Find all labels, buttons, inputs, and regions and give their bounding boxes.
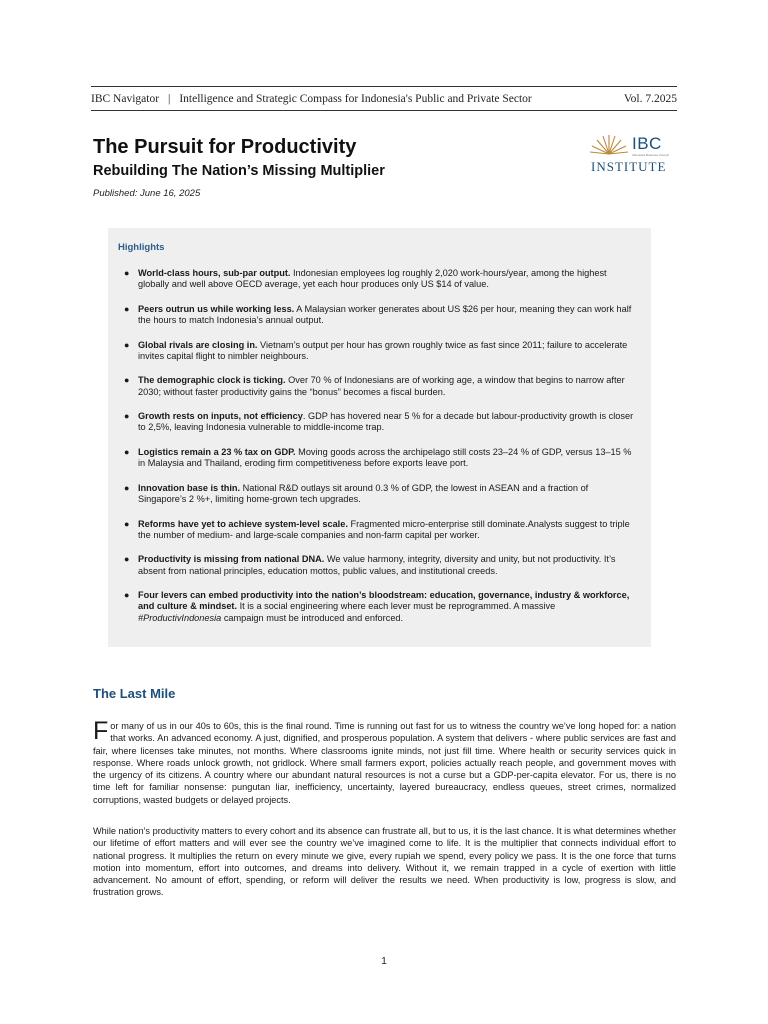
header-rule-top [91, 86, 677, 87]
highlight-lead: World-class hours, sub-par output. [138, 268, 291, 278]
article-title: The Pursuit for Productivity [93, 136, 357, 158]
bullet-icon: ● [124, 375, 130, 386]
highlights-box [108, 228, 651, 647]
highlight-lead: Productivity is missing from national DNA. [138, 554, 325, 565]
highlight-item [124, 518, 638, 541]
highlight-text: National R&D outlays sit around 0.3 % of GDP, the lowest in ASEAN and a fraction of Singapore’s 2 %+, limiting home-grown tech upgrades. [138, 482, 589, 504]
highlight-item [124, 268, 638, 290]
highlight-text: Moving goods across the archipelago still costs 23–24 % of GDP, versus 13–15 % in Malaysia and Thailand, eroding firm competitiveness before exports leave port. [138, 446, 632, 469]
page-number: 1 [381, 956, 387, 967]
bullet-icon: ● [124, 303, 130, 314]
bullet-icon: ● [124, 590, 130, 601]
drop-cap: F [93, 717, 109, 745]
published-date: Published: June 16, 2025 [93, 188, 201, 199]
highlight-item [124, 554, 638, 576]
sunburst-icon [588, 134, 630, 160]
highlight-lead: Innovation base is thin. [138, 482, 241, 493]
header-separator: | [168, 93, 171, 105]
highlight-text: Indonesian employees log roughly 2,020 work-hours/year, among the highest globally and well above OECD average, yet each hour produces only US $14 of value. [138, 268, 607, 290]
bullet-icon: ● [124, 268, 130, 278]
highlight-text: Fragmented micro-enterprise still dominate.Analysts suggest to triple the number of medium- and large-scale companies and non-farm capital per worker. [138, 518, 630, 540]
body-paragraph-1 [93, 717, 676, 806]
body-paragraph-1-text: or many of us in our 40s to 60s, this is the final round. Time is running out fast for us to witness the country we’ve long hoped for: a nation that works. An advanced economy. A just, dignified, and prosperous population. A system that delivers - where public services are fast and fair, where licenses take minutes, not months. Where classrooms ignite minds, not just fill time. Where health or security services quick in response. Where roads unlock growth, not gridlock. Where small farmers export, policies actually reach people, and government moves with the urgency of its citizens. A country where our abundant natural resources is not a curse but a GDP-per-capita elevator. For us, there is no time left for familiar nonsense: pungutan liar, inefficiency, uncertainty, layered bureaucracy, endless queues, street crimes, normalized corruptions, wasted budgets or delayed projects. [93, 721, 676, 805]
publication-tagline: Intelligence and Strategic Compass for Indonesia's Public and Private Sector [179, 93, 532, 105]
highlight-text-after: campaign must be introduced and enforced. [221, 612, 404, 623]
body-paragraph-2: While nation’s productivity matters to every cohort and its absence can frustrate all, but to us, it is the last chance. It is what determines whether our lifetime of effort matters and will ever see the country we’ve imagined come to life. It is the multiplier that connects individual effort to national progress. It multiplies the return on every minute we give, every rupiah we spend, every policy we pass. It is the one force that turns motion into momentum, effort into outcomes, and dreams into delivery. Without it, we remain trapped in a cycle of exertion with little advancement. No amount of effort, spending, or reform will deliver the results we need. When productivity is low, progress is slow, and frustration grows. [93, 826, 677, 898]
bullet-icon: ● [124, 339, 130, 350]
logo-small-text: Indonesia Business Council [632, 153, 669, 157]
highlight-item [124, 482, 638, 505]
bullet-icon: ● [124, 446, 130, 457]
highlight-item [124, 446, 638, 469]
highlight-lead: Peers outrun us while working less. [138, 303, 295, 314]
highlight-lead: Growth rests on inputs, not efficiency [138, 411, 303, 422]
ibc-institute-logo [588, 134, 678, 176]
highlight-hashtag: #ProductivIndonesia [138, 612, 222, 623]
bullet-icon: ● [124, 554, 130, 565]
highlight-text: It is a social engineering where each lever must be reprogrammed. A massive [237, 601, 556, 612]
volume-label: Vol. 7.2025 [623, 93, 677, 105]
logo-institute-text: INSTITUTE [591, 159, 667, 174]
highlight-item [124, 303, 638, 326]
highlight-lead: Logistics remain a 23 % tax on GDP. [138, 446, 296, 457]
highlight-item [124, 375, 638, 397]
running-header [91, 91, 677, 107]
highlight-lead: The demographic clock is ticking. [138, 375, 286, 386]
bullet-icon: ● [124, 518, 130, 529]
bullet-icon: ● [124, 411, 130, 422]
highlight-text: We value harmony, integrity, diversity and unity, but not productivity. It’s absent from national principles, education mottos, public values, and institutional creeds. [138, 554, 616, 576]
bullet-icon: ● [124, 482, 130, 493]
highlight-text: Over 70 % of Indonesians are of working age, a window that begins to narrow after 2030; without faster productivity gains the “bonus” becomes a fiscal burden. [138, 375, 625, 397]
highlights-list [124, 268, 638, 637]
highlights-title: Highlights [118, 242, 165, 253]
highlight-text: . GDP has hovered near 5 % for a decade but labour-productivity growth is closer to 2,5%, leaving Indonesia vulnerable to middle-income trap. [138, 411, 634, 433]
logo-brand-text: IBC [632, 134, 662, 153]
highlight-text: A Malaysian worker generates about US $26 per hour, meaning they can work half the hours to match Indonesia’s annual output. [138, 303, 632, 325]
highlight-lead: Four levers can embed productivity into the nation’s bloodstream: education, governance, industry & workforce, and culture & mindset. [138, 590, 630, 612]
header-rule-bottom [91, 110, 677, 111]
highlight-lead: Reforms have yet to achieve system-level scale. [138, 518, 348, 529]
article-subtitle: Rebuilding The Nation’s Missing Multiplier [93, 163, 385, 179]
highlight-lead: Global rivals are closing in. [138, 339, 258, 350]
section-title: The Last Mile [93, 686, 176, 701]
highlight-item [124, 339, 638, 362]
highlight-item [124, 590, 638, 624]
publication-name: IBC Navigator [91, 93, 160, 105]
highlight-item [124, 411, 638, 433]
highlight-text: Vietnam’s output per hour has grown roughly twice as fast since 2011; failure to accelerate invites capital flight to nimbler neighbours. [138, 339, 628, 361]
